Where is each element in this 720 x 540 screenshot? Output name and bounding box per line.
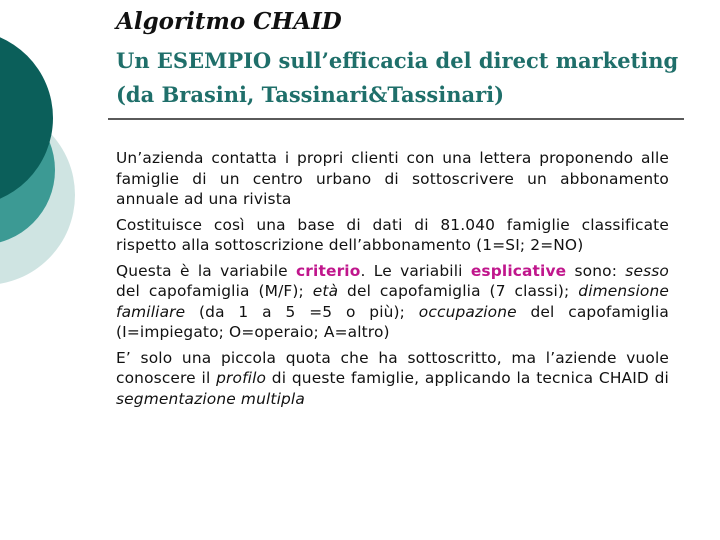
eta-italic: età — [312, 282, 339, 300]
subtitle-line-2: (da Brasini, Tassinari&Tassinari) — [116, 82, 505, 107]
p4-text-1: E’ solo una piccola quota che ha sottoscritto, ma l’aziende vuole conoscere il — [116, 348, 669, 387]
sesso-italic: sesso — [625, 261, 669, 280]
paragraph-4 — [116, 348, 669, 410]
slide-body — [116, 148, 669, 414]
p3-text-6: (da 1 a 5 =5 o più); — [185, 302, 419, 321]
slide-title: Algoritmo CHAID — [116, 8, 342, 35]
light-circle — [0, 105, 75, 285]
esplicative-highlight: esplicative — [470, 261, 567, 280]
slide-subtitle — [116, 44, 678, 112]
dimensione-familiare-italic: dimensione familiare — [116, 282, 669, 321]
p3-text-7: del capofamiglia (I=impiegato; O=operaio; A=altro) — [116, 302, 669, 341]
paragraph-1: Un’azienda contatta i propri clienti con una lettera proponendo alle famiglie di un centro urbano di sottoscrivere un abbonamento annuale ad una rivista — [116, 149, 669, 208]
mid-circle — [0, 95, 55, 245]
subtitle-line-1: Un ESEMPIO sull’efficacia del direct marketing — [116, 48, 679, 73]
decorative-circles — [0, 0, 110, 300]
segmentazione-multipla-italic: segmentazione multipla — [116, 389, 305, 408]
p3-text-4: del capofamiglia (M/F); — [116, 282, 313, 300]
p3-text-1: Questa è la variabile — [116, 261, 297, 280]
criterio-highlight: criterio — [296, 261, 361, 280]
occupazione-italic: occupazione — [418, 302, 517, 321]
p3-text-3: sono: — [566, 261, 626, 280]
paragraph-3 — [116, 261, 669, 343]
paragraph-2: Costituisce così una base di dati di 81.040 famiglie classificate rispetto alla sottoscrizione dell’abbonamento (1=SI; 2=NO) — [116, 215, 669, 254]
title-divider — [108, 118, 684, 120]
dark-circle — [0, 30, 53, 206]
profilo-italic: profilo — [216, 369, 267, 387]
p4-text-2: di queste famiglie, applicando la tecnica CHAID di — [266, 369, 669, 387]
p3-text-2: . Le variabili — [360, 261, 471, 280]
p3-text-5: del capofamiglia (7 classi); — [338, 282, 579, 300]
